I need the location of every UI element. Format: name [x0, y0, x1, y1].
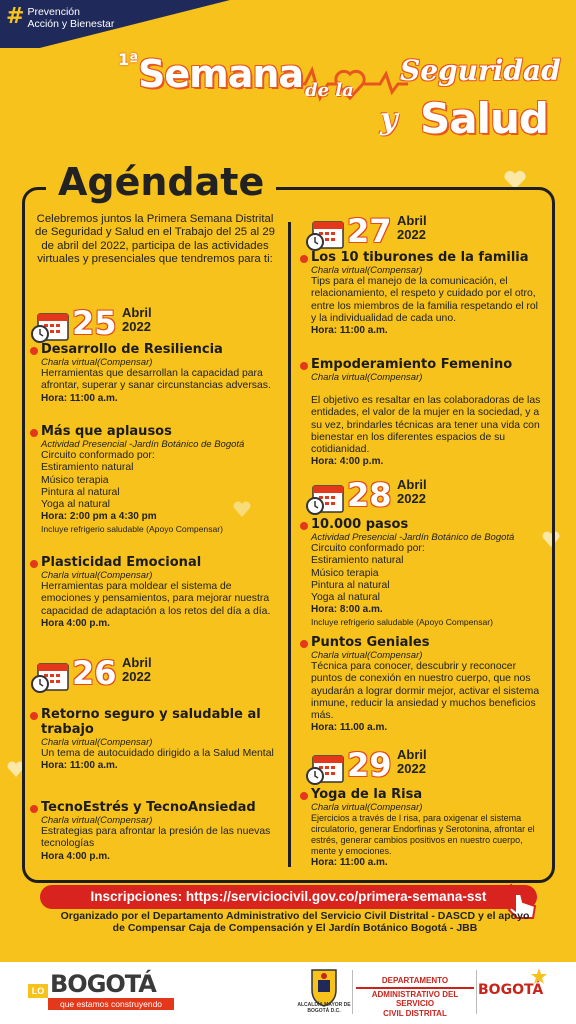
footer [0, 962, 576, 1024]
list-item: Estiramiento natural [311, 555, 404, 567]
event-note: Incluye refrigerio saludable (Apoyo Compensar) [311, 616, 493, 627]
title-ordinal: 1ª [118, 50, 139, 69]
event-hour: Hora 4:00 p.m. [41, 850, 110, 862]
date-day: 29 [347, 746, 392, 784]
event-title: 10.000 pasos [311, 517, 409, 532]
bullet-dot [30, 805, 38, 813]
footer-separator [352, 970, 353, 1014]
event-desc: Ejercicios a través de l risa, para oxigenar el sistema circulatorio, generar Endorfinas y Serotonina, afrontar el estrés, generar cambios positivos en nuestro cuerpo, mente y emociones. [311, 813, 535, 856]
list-item: Músico terapia [41, 474, 109, 486]
date-block-27 [305, 212, 445, 254]
event-hour: Hora: 8:00 a.m. [311, 604, 383, 616]
event-hour: Hora 4:00 p.m. [41, 617, 110, 629]
date-month: Abril [397, 747, 427, 762]
hashtag-tagline [6, 6, 114, 30]
event-mode: Charla virtual(Compensar) [41, 570, 153, 581]
logo-main: BOGOTÁ [50, 970, 156, 998]
date-block-26 [30, 654, 170, 696]
alcaldia-label: ALCALDÍA MAYOR DE BOGOTÁ D.C. [297, 1002, 351, 1014]
event-hour: Hora: 4:00 p.m. [311, 456, 384, 468]
bullet-dot [30, 347, 38, 355]
event-yoga-risa [300, 787, 545, 870]
calendar-clock-icon [305, 482, 345, 516]
bullet-dot [30, 429, 38, 437]
dept-line-2: ADMINISTRATIVO DEL SERVICIO [371, 989, 459, 1008]
dept-line-1: DEPARTAMENTO [381, 976, 449, 985]
bullet-dot [300, 522, 308, 530]
intro-text: Celebremos juntos la Primera Semana Distrital de Seguridad y Salud en el Trabajo del 25 al 29 de abril del 2022, participa de las actividades virtuales y presenciales que tendremos para ti: [34, 213, 275, 266]
event-tecnoestres [30, 800, 282, 863]
event-desc: Estrategias para afrontar la presión de las nuevas tecnologías [41, 826, 271, 850]
date-day: 25 [72, 304, 117, 342]
event-title: Yoga de la Risa [311, 787, 423, 802]
logo-prefix: LO [28, 984, 48, 998]
list-item: Pintura al natural [41, 486, 120, 498]
footer-separator [476, 970, 477, 1014]
hashtag-line-2: Acción y Bienestar [27, 18, 115, 30]
calendar-clock-icon [305, 752, 345, 786]
event-desc: Un tema de autocuidado dirigido a la Salud Mental [41, 748, 274, 759]
date-year: 2022 [397, 227, 426, 242]
column-divider [288, 222, 291, 867]
event-title: Puntos Geniales [311, 635, 430, 650]
date-block-28 [305, 476, 445, 518]
event-mode: Charla virtual(Compensar) [41, 737, 153, 748]
date-block-25 [30, 304, 170, 346]
event-mode: Charla virtual(Compensar) [311, 802, 423, 813]
title-salud: Salud [420, 94, 548, 143]
title-y: y [380, 102, 398, 137]
bullet-dot [300, 255, 308, 263]
dept-bar [356, 987, 474, 989]
event-puntos-geniales [300, 635, 545, 735]
title-semana: Semana [138, 52, 304, 96]
event-hour: Hora: 2:00 pm a 4:30 pm [41, 511, 157, 523]
event-mode: Charla virtual(Compensar) [41, 815, 153, 826]
date-month: Abril [122, 655, 152, 670]
event-desc: Técnica para conocer, descubrir y reconocer puntos de conexión en nuestro cuerpo, que nos ayudarán a lograr dormir mejor, activar el sistema inmune, reducir la ansiedad y muchos beneficios más. [311, 661, 540, 722]
date-day: 27 [347, 212, 392, 250]
calendar-clock-icon [305, 218, 345, 252]
hashtag-line-1: Prevención [27, 6, 80, 18]
event-hour: Hora: 11:00 a.m. [311, 857, 388, 868]
event-hour: Hora: 11.00 a.m. [311, 722, 388, 734]
event-mode: Charla virtual(Compensar) [41, 357, 153, 368]
bogota-logo-right: BOGOTÁ [478, 982, 544, 998]
dascd-logo [356, 976, 474, 1018]
bullet-dot [30, 560, 38, 568]
event-retorno-seguro [30, 707, 282, 773]
event-plasticidad-emocional [30, 555, 282, 630]
event-empoderamiento [300, 357, 545, 469]
calendar-clock-icon [30, 310, 70, 344]
event-desc: Circuito conformado por: [311, 543, 425, 554]
calendar-clock-icon [30, 660, 70, 694]
date-year: 2022 [122, 669, 151, 684]
event-mas-que-aplausos [30, 424, 282, 535]
bullet-dot [30, 712, 38, 720]
event-title: TecnoEstrés y TecnoAnsiedad [41, 800, 256, 815]
date-year: 2022 [397, 761, 426, 776]
list-item: Estiramiento natural [41, 462, 134, 474]
list-item: Yoga al natural [41, 499, 110, 511]
event-desc: Herramientas para moldear el sistema de emociones y pensamientos, para mejorar nuestra capacidad de adaptación a los retos del día a día. [41, 581, 271, 617]
event-10000-pasos [300, 517, 545, 628]
event-title [100, 40, 560, 150]
organizer-text: Organizado por el Departamento Administrativo del Servicio Civil Distrital - DASCD y el apoyo de Compensar Caja de Compensación y El Jardín Botánico Bogotá - JBB [60, 910, 530, 934]
event-title: Desarrollo de Resiliencia [41, 342, 223, 357]
title-seguridad: Seguridad [400, 54, 561, 87]
date-month: Abril [397, 477, 427, 492]
date-day: 26 [72, 654, 117, 692]
event-note: Incluye refrigerio saludable (Apoyo Compensar) [41, 523, 223, 534]
event-desc: El objetivo es resaltar en las colaboradoras de las entidades, el valor de la mujer en la sociedad, y a su vez, brindarles técnicas ara tener una vida con bienestar en los diferentes espacios de su cotidianidad. [311, 395, 541, 456]
event-mode: Charla virtual(Compensar) [311, 650, 423, 661]
date-year: 2022 [397, 491, 426, 506]
list-item: Yoga al natural [311, 592, 380, 604]
event-mode: Actividad Presencial -Jardín Botánico de Bogotá [311, 532, 515, 543]
date-day: 28 [347, 476, 392, 514]
event-desc: Herramientas que desarrollan la capacidad para afrontar, superar y sanar circunstancias adversas. [41, 368, 271, 392]
event-desc: Tips para el manejo de la comunicación, el relacionamiento, el respeto y cuidado por el otro, entre los miembros de la familia respetando el rol y la individualidad de cada uno. [311, 276, 538, 324]
list-item: Pintura al natural [311, 579, 390, 591]
event-10-tiburones [300, 250, 545, 338]
event-hour: Hora: 11:00 a.m. [311, 325, 388, 337]
event-title: Los 10 tiburones de la familia [311, 250, 529, 265]
bogota-logo [28, 968, 178, 1012]
event-hour: Hora: 11:00 a.m. [41, 760, 118, 772]
dept-line-3: CIVIL DISTRITAL [383, 1008, 447, 1018]
event-mode: Actividad Presencial -Jardín Botánico de Bogotá [41, 439, 245, 450]
bullet-dot [300, 640, 308, 648]
date-year: 2022 [122, 319, 151, 334]
event-desc: Circuito conformado por: [41, 450, 155, 461]
event-desarrollo-resiliencia [30, 342, 282, 405]
event-hour: Hora: 11:00 a.m. [41, 392, 118, 404]
event-mode: Charla virtual(Compensar) [311, 265, 423, 276]
bullet-dot [300, 362, 308, 370]
title-de-la: de la [305, 80, 354, 101]
event-title: Más que aplausos [41, 424, 172, 439]
date-block-29 [305, 746, 445, 788]
bullet-dot [300, 792, 308, 800]
event-title: Empoderamiento Femenino [311, 357, 513, 372]
date-month: Abril [122, 305, 152, 320]
agenda-heading: Agéndate [46, 160, 276, 204]
list-item: Músico terapia [311, 567, 379, 579]
hashtag-symbol: # [6, 4, 25, 29]
event-title: Retorno seguro y saludable al trabajo [41, 707, 261, 737]
event-mode: Charla virtual(Compensar) [311, 372, 423, 383]
registration-link[interactable]: Inscripciones: https://serviciocivil.gov.co/primera-semana-sst [40, 885, 537, 909]
date-month: Abril [397, 213, 427, 228]
event-title: Plasticidad Emocional [41, 555, 202, 570]
logo-sub: que estamos construyendo [48, 998, 174, 1010]
